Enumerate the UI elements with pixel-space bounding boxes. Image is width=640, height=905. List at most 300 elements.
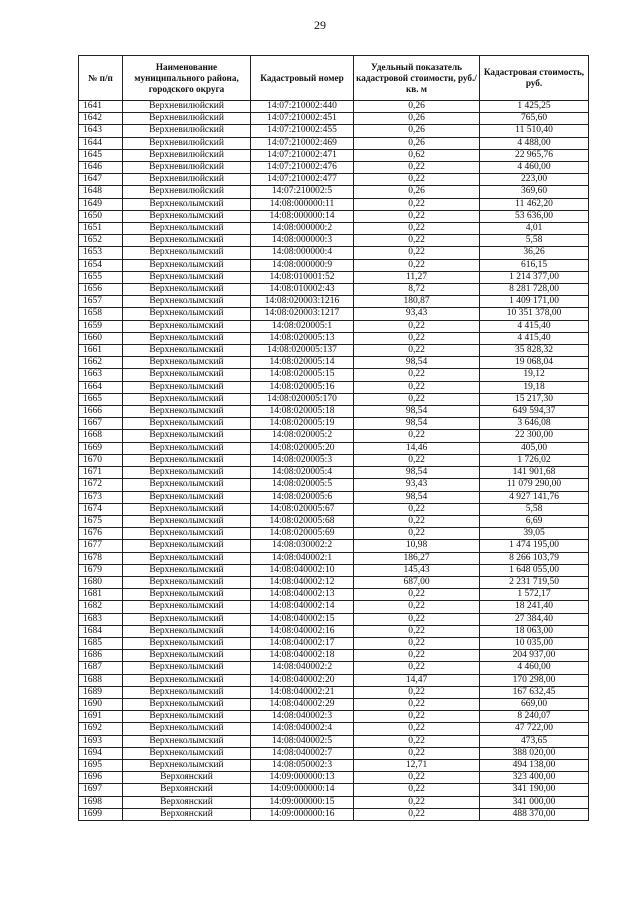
row-cadastral-number: 14:09:000000:15 bbox=[251, 796, 354, 808]
row-unit-indicator: 180,87 bbox=[354, 296, 480, 308]
row-cadastral-value: 1 726,02 bbox=[480, 454, 589, 466]
table-row bbox=[79, 515, 589, 527]
table-row bbox=[79, 784, 589, 796]
row-index: 1643 bbox=[79, 125, 123, 137]
table-row bbox=[79, 296, 589, 308]
table-row bbox=[79, 162, 589, 174]
row-cadastral-value: 3 646,08 bbox=[480, 418, 589, 430]
row-district: Верхнеколымский bbox=[123, 515, 251, 527]
row-cadastral-number: 14:08:010002:43 bbox=[251, 284, 354, 296]
cadastral-table bbox=[78, 55, 589, 821]
table-row bbox=[79, 589, 589, 601]
row-cadastral-value: 1 648 055,00 bbox=[480, 564, 589, 576]
table-row bbox=[79, 430, 589, 442]
row-cadastral-value: 39,05 bbox=[480, 528, 589, 540]
row-unit-indicator: 0,22 bbox=[354, 601, 480, 613]
row-index: 1685 bbox=[79, 637, 123, 649]
row-cadastral-number: 14:08:040002:17 bbox=[251, 637, 354, 649]
row-unit-indicator: 0,22 bbox=[354, 345, 480, 357]
row-district: Верхнеколымский bbox=[123, 284, 251, 296]
row-cadastral-number: 14:09:000000:16 bbox=[251, 808, 354, 820]
row-cadastral-number: 14:08:020003:1216 bbox=[251, 296, 354, 308]
row-unit-indicator: 0,26 bbox=[354, 113, 480, 125]
row-unit-indicator: 0,26 bbox=[354, 101, 480, 113]
row-district: Верхневилюйский bbox=[123, 149, 251, 161]
row-cadastral-number: 14:08:020005:170 bbox=[251, 393, 354, 405]
row-district: Верхнеколымский bbox=[123, 711, 251, 723]
table-row bbox=[79, 442, 589, 454]
row-cadastral-value: 4 927 141,76 bbox=[480, 491, 589, 503]
row-cadastral-number: 14:08:020005:20 bbox=[251, 442, 354, 454]
row-unit-indicator: 0,22 bbox=[354, 735, 480, 747]
row-cadastral-value: 4 488,00 bbox=[480, 137, 589, 149]
table-row bbox=[79, 381, 589, 393]
row-index: 1663 bbox=[79, 369, 123, 381]
row-cadastral-number: 14:08:020003:1217 bbox=[251, 308, 354, 320]
row-district: Верхнеколымский bbox=[123, 491, 251, 503]
row-cadastral-value: 18 063,00 bbox=[480, 625, 589, 637]
row-cadastral-number: 14:07:210002:471 bbox=[251, 149, 354, 161]
row-index: 1687 bbox=[79, 662, 123, 674]
row-cadastral-value: 47 722,00 bbox=[480, 723, 589, 735]
row-district: Верхнеколымский bbox=[123, 564, 251, 576]
row-district: Верхнеколымский bbox=[123, 637, 251, 649]
row-unit-indicator: 8,72 bbox=[354, 284, 480, 296]
row-unit-indicator: 98,54 bbox=[354, 406, 480, 418]
row-cadastral-value: 11 462,20 bbox=[480, 198, 589, 210]
row-index: 1695 bbox=[79, 759, 123, 771]
row-index: 1665 bbox=[79, 393, 123, 405]
row-cadastral-value: 204 937,00 bbox=[480, 650, 589, 662]
row-cadastral-number: 14:08:040002:21 bbox=[251, 686, 354, 698]
row-cadastral-value: 4 415,40 bbox=[480, 320, 589, 332]
row-district: Верхнеколымский bbox=[123, 552, 251, 564]
row-cadastral-value: 53 636,00 bbox=[480, 210, 589, 222]
row-district: Верхнеколымский bbox=[123, 601, 251, 613]
row-cadastral-value: 4 460,00 bbox=[480, 162, 589, 174]
row-district: Верхнеколымский bbox=[123, 271, 251, 283]
row-district: Верхнеколымский bbox=[123, 235, 251, 247]
table-row bbox=[79, 235, 589, 247]
header-cadastral-value: Кадастровая стоимость, руб. bbox=[480, 56, 589, 101]
row-cadastral-number: 14:08:040002:13 bbox=[251, 589, 354, 601]
row-unit-indicator: 14,47 bbox=[354, 674, 480, 686]
row-cadastral-number: 14:08:020005:4 bbox=[251, 467, 354, 479]
row-index: 1691 bbox=[79, 711, 123, 723]
row-cadastral-number: 14:07:210002:440 bbox=[251, 101, 354, 113]
row-district: Верхоянский bbox=[123, 784, 251, 796]
table-row bbox=[79, 491, 589, 503]
row-unit-indicator: 687,00 bbox=[354, 576, 480, 588]
row-cadastral-value: 6,69 bbox=[480, 515, 589, 527]
row-cadastral-value: 341 190,00 bbox=[480, 784, 589, 796]
row-index: 1651 bbox=[79, 223, 123, 235]
row-unit-indicator: 0,22 bbox=[354, 223, 480, 235]
row-index: 1664 bbox=[79, 381, 123, 393]
row-cadastral-number: 14:08:040002:1 bbox=[251, 552, 354, 564]
row-district: Верхнеколымский bbox=[123, 442, 251, 454]
row-district: Верхневилюйский bbox=[123, 101, 251, 113]
row-index: 1681 bbox=[79, 589, 123, 601]
row-district: Верхнеколымский bbox=[123, 345, 251, 357]
row-cadastral-number: 14:08:040002:7 bbox=[251, 747, 354, 759]
row-index: 1693 bbox=[79, 735, 123, 747]
row-district: Верхнеколымский bbox=[123, 528, 251, 540]
row-cadastral-number: 14:08:040002:5 bbox=[251, 735, 354, 747]
row-unit-indicator: 0,22 bbox=[354, 332, 480, 344]
row-district: Верхнеколымский bbox=[123, 467, 251, 479]
row-cadastral-value: 19 068,04 bbox=[480, 357, 589, 369]
row-index: 1650 bbox=[79, 210, 123, 222]
row-cadastral-value: 1 409 171,00 bbox=[480, 296, 589, 308]
row-cadastral-value: 765,60 bbox=[480, 113, 589, 125]
table-row bbox=[79, 698, 589, 710]
row-district: Верхнеколымский bbox=[123, 454, 251, 466]
row-district: Верхнеколымский bbox=[123, 650, 251, 662]
row-index: 1657 bbox=[79, 296, 123, 308]
table-row bbox=[79, 125, 589, 137]
row-cadastral-value: 369,60 bbox=[480, 186, 589, 198]
row-district: Верхневилюйский bbox=[123, 186, 251, 198]
row-cadastral-number: 14:08:000000:11 bbox=[251, 198, 354, 210]
row-cadastral-value: 4 460,00 bbox=[480, 662, 589, 674]
row-index: 1689 bbox=[79, 686, 123, 698]
table-row bbox=[79, 650, 589, 662]
table-row bbox=[79, 174, 589, 186]
row-cadastral-value: 1 214 377,00 bbox=[480, 271, 589, 283]
row-cadastral-number: 14:08:020005:2 bbox=[251, 430, 354, 442]
row-cadastral-number: 14:08:040002:18 bbox=[251, 650, 354, 662]
page-number: 29 bbox=[314, 18, 326, 32]
row-cadastral-value: 494 138,00 bbox=[480, 759, 589, 771]
row-unit-indicator: 0,22 bbox=[354, 686, 480, 698]
row-district: Верхнеколымский bbox=[123, 747, 251, 759]
row-cadastral-number: 14:08:020005:68 bbox=[251, 515, 354, 527]
table-row bbox=[79, 259, 589, 271]
table-row bbox=[79, 149, 589, 161]
row-cadastral-number: 14:08:020005:15 bbox=[251, 369, 354, 381]
row-unit-indicator: 0,22 bbox=[354, 723, 480, 735]
row-index: 1697 bbox=[79, 784, 123, 796]
table-row bbox=[79, 454, 589, 466]
table-row bbox=[79, 637, 589, 649]
row-index: 1674 bbox=[79, 503, 123, 515]
row-unit-indicator: 0,22 bbox=[354, 613, 480, 625]
row-district: Верхнеколымский bbox=[123, 674, 251, 686]
row-cadastral-number: 14:08:020005:6 bbox=[251, 491, 354, 503]
row-index: 1690 bbox=[79, 698, 123, 710]
row-district: Верхнеколымский bbox=[123, 406, 251, 418]
row-district: Верхнеколымский bbox=[123, 296, 251, 308]
row-unit-indicator: 0,22 bbox=[354, 381, 480, 393]
row-index: 1662 bbox=[79, 357, 123, 369]
table-row bbox=[79, 271, 589, 283]
row-index: 1649 bbox=[79, 198, 123, 210]
row-cadastral-number: 14:08:020005:16 bbox=[251, 381, 354, 393]
row-unit-indicator: 0,22 bbox=[354, 662, 480, 674]
row-index: 1659 bbox=[79, 320, 123, 332]
row-unit-indicator: 0,22 bbox=[354, 589, 480, 601]
row-index: 1652 bbox=[79, 235, 123, 247]
table-row bbox=[79, 332, 589, 344]
row-cadastral-number: 14:08:040002:29 bbox=[251, 698, 354, 710]
row-cadastral-number: 14:08:000000:3 bbox=[251, 235, 354, 247]
row-cadastral-value: 22 965,76 bbox=[480, 149, 589, 161]
row-index: 1696 bbox=[79, 772, 123, 784]
table-header-row bbox=[79, 56, 589, 101]
row-district: Верхнеколымский bbox=[123, 625, 251, 637]
row-district: Верхнеколымский bbox=[123, 369, 251, 381]
row-cadastral-number: 14:08:020005:19 bbox=[251, 418, 354, 430]
row-district: Верхневилюйский bbox=[123, 113, 251, 125]
row-index: 1645 bbox=[79, 149, 123, 161]
row-cadastral-value: 167 632,45 bbox=[480, 686, 589, 698]
row-index: 1670 bbox=[79, 454, 123, 466]
row-cadastral-value: 22 300,00 bbox=[480, 430, 589, 442]
table-row bbox=[79, 772, 589, 784]
row-district: Верхнеколымский bbox=[123, 698, 251, 710]
table-row bbox=[79, 528, 589, 540]
row-index: 1658 bbox=[79, 308, 123, 320]
row-index: 1655 bbox=[79, 271, 123, 283]
row-district: Верхневилюйский bbox=[123, 137, 251, 149]
row-district: Верхнеколымский bbox=[123, 210, 251, 222]
row-cadastral-number: 14:08:040002:14 bbox=[251, 601, 354, 613]
row-unit-indicator: 11,27 bbox=[354, 271, 480, 283]
table-row bbox=[79, 345, 589, 357]
row-district: Верхнеколымский bbox=[123, 198, 251, 210]
row-unit-indicator: 0,62 bbox=[354, 149, 480, 161]
row-district: Верхнеколымский bbox=[123, 308, 251, 320]
row-index: 1642 bbox=[79, 113, 123, 125]
row-cadastral-value: 11 079 290,00 bbox=[480, 479, 589, 491]
table-row bbox=[79, 467, 589, 479]
row-district: Верхнеколымский bbox=[123, 320, 251, 332]
header-district: Наименование муниципального района, городского округа bbox=[123, 56, 251, 101]
table-row bbox=[79, 137, 589, 149]
table-row bbox=[79, 479, 589, 491]
table-row bbox=[79, 759, 589, 771]
row-district: Верхоянский bbox=[123, 808, 251, 820]
row-cadastral-value: 488 370,00 bbox=[480, 808, 589, 820]
table-row bbox=[79, 198, 589, 210]
row-cadastral-number: 14:07:210002:469 bbox=[251, 137, 354, 149]
table-body bbox=[79, 101, 589, 821]
row-district: Верхнеколымский bbox=[123, 576, 251, 588]
table-row bbox=[79, 686, 589, 698]
row-unit-indicator: 98,54 bbox=[354, 418, 480, 430]
table-row bbox=[79, 711, 589, 723]
table-row bbox=[79, 406, 589, 418]
row-district: Верхоянский bbox=[123, 796, 251, 808]
row-unit-indicator: 0,22 bbox=[354, 174, 480, 186]
table-row bbox=[79, 223, 589, 235]
row-unit-indicator: 145,43 bbox=[354, 564, 480, 576]
table-row bbox=[79, 613, 589, 625]
row-cadastral-number: 14:09:000000:14 bbox=[251, 784, 354, 796]
row-unit-indicator: 14,46 bbox=[354, 442, 480, 454]
row-cadastral-number: 14:07:210002:476 bbox=[251, 162, 354, 174]
row-district: Верхнеколымский bbox=[123, 759, 251, 771]
row-unit-indicator: 93,43 bbox=[354, 479, 480, 491]
row-cadastral-value: 669,00 bbox=[480, 698, 589, 710]
row-district: Верхнеколымский bbox=[123, 393, 251, 405]
table-row bbox=[79, 210, 589, 222]
row-cadastral-number: 14:08:040002:12 bbox=[251, 576, 354, 588]
row-cadastral-number: 14:08:020005:67 bbox=[251, 503, 354, 515]
row-cadastral-value: 473,65 bbox=[480, 735, 589, 747]
row-cadastral-number: 14:07:210002:455 bbox=[251, 125, 354, 137]
row-index: 1675 bbox=[79, 515, 123, 527]
table-row bbox=[79, 735, 589, 747]
row-district: Верхнеколымский bbox=[123, 735, 251, 747]
row-unit-indicator: 0,22 bbox=[354, 637, 480, 649]
table-row bbox=[79, 564, 589, 576]
row-unit-indicator: 0,22 bbox=[354, 515, 480, 527]
row-district: Верхневилюйский bbox=[123, 162, 251, 174]
row-index: 1667 bbox=[79, 418, 123, 430]
row-cadastral-number: 14:08:040002:3 bbox=[251, 711, 354, 723]
row-unit-indicator: 0,22 bbox=[354, 528, 480, 540]
row-cadastral-number: 14:08:050002:3 bbox=[251, 759, 354, 771]
row-cadastral-value: 4 415,40 bbox=[480, 332, 589, 344]
row-district: Верхнеколымский bbox=[123, 247, 251, 259]
row-cadastral-number: 14:08:020005:14 bbox=[251, 357, 354, 369]
row-unit-indicator: 0,22 bbox=[354, 198, 480, 210]
row-index: 1654 bbox=[79, 259, 123, 271]
row-unit-indicator: 186,27 bbox=[354, 552, 480, 564]
row-index: 1647 bbox=[79, 174, 123, 186]
row-cadastral-value: 141 901,68 bbox=[480, 467, 589, 479]
row-index: 1666 bbox=[79, 406, 123, 418]
row-district: Верхнеколымский bbox=[123, 662, 251, 674]
row-cadastral-value: 341 000,00 bbox=[480, 796, 589, 808]
row-unit-indicator: 98,54 bbox=[354, 357, 480, 369]
row-district: Верхнеколымский bbox=[123, 686, 251, 698]
row-cadastral-number: 14:08:030002:2 bbox=[251, 540, 354, 552]
row-cadastral-value: 11 510,40 bbox=[480, 125, 589, 137]
table-row bbox=[79, 308, 589, 320]
row-cadastral-number: 14:08:020005:13 bbox=[251, 332, 354, 344]
row-index: 1692 bbox=[79, 723, 123, 735]
table-row bbox=[79, 113, 589, 125]
row-district: Верхоянский bbox=[123, 772, 251, 784]
row-cadastral-value: 5,58 bbox=[480, 503, 589, 515]
row-district: Верхнеколымский bbox=[123, 418, 251, 430]
row-index: 1678 bbox=[79, 552, 123, 564]
row-district: Верхнеколымский bbox=[123, 589, 251, 601]
row-index: 1641 bbox=[79, 101, 123, 113]
row-index: 1694 bbox=[79, 747, 123, 759]
row-cadastral-value: 405,00 bbox=[480, 442, 589, 454]
row-unit-indicator: 0,22 bbox=[354, 747, 480, 759]
row-unit-indicator: 0,22 bbox=[354, 796, 480, 808]
table-row bbox=[79, 101, 589, 113]
row-district: Верхнеколымский bbox=[123, 357, 251, 369]
row-cadastral-number: 14:09:000000:13 bbox=[251, 772, 354, 784]
row-index: 1661 bbox=[79, 345, 123, 357]
row-district: Верхнеколымский bbox=[123, 540, 251, 552]
row-cadastral-number: 14:08:040002:16 bbox=[251, 625, 354, 637]
row-cadastral-value: 18 241,40 bbox=[480, 601, 589, 613]
row-index: 1644 bbox=[79, 137, 123, 149]
row-unit-indicator: 0,22 bbox=[354, 430, 480, 442]
row-district: Верхневилюйский bbox=[123, 125, 251, 137]
row-cadastral-number: 14:08:040002:20 bbox=[251, 674, 354, 686]
table-row bbox=[79, 540, 589, 552]
row-district: Верхнеколымский bbox=[123, 332, 251, 344]
row-index: 1648 bbox=[79, 186, 123, 198]
row-unit-indicator: 0,22 bbox=[354, 454, 480, 466]
row-cadastral-value: 5,58 bbox=[480, 235, 589, 247]
row-district: Верхнеколымский bbox=[123, 430, 251, 442]
row-cadastral-number: 14:08:040002:10 bbox=[251, 564, 354, 576]
row-unit-indicator: 0,22 bbox=[354, 393, 480, 405]
row-cadastral-value: 4,01 bbox=[480, 223, 589, 235]
row-index: 1684 bbox=[79, 625, 123, 637]
table-row bbox=[79, 418, 589, 430]
row-unit-indicator: 0,22 bbox=[354, 210, 480, 222]
row-unit-indicator: 0,22 bbox=[354, 247, 480, 259]
row-unit-indicator: 0,22 bbox=[354, 235, 480, 247]
row-cadastral-number: 14:08:020005:5 bbox=[251, 479, 354, 491]
row-cadastral-value: 19,18 bbox=[480, 381, 589, 393]
row-cadastral-value: 10 035,00 bbox=[480, 637, 589, 649]
row-index: 1660 bbox=[79, 332, 123, 344]
row-unit-indicator: 98,54 bbox=[354, 467, 480, 479]
row-unit-indicator: 0,22 bbox=[354, 698, 480, 710]
row-index: 1699 bbox=[79, 808, 123, 820]
row-unit-indicator: 0,22 bbox=[354, 503, 480, 515]
row-index: 1669 bbox=[79, 442, 123, 454]
table-row bbox=[79, 186, 589, 198]
row-unit-indicator: 0,22 bbox=[354, 320, 480, 332]
row-unit-indicator: 10,98 bbox=[354, 540, 480, 552]
row-district: Верхневилюйский bbox=[123, 174, 251, 186]
row-cadastral-value: 1 474 195,00 bbox=[480, 540, 589, 552]
row-cadastral-number: 14:07:210002:477 bbox=[251, 174, 354, 186]
row-unit-indicator: 0,22 bbox=[354, 625, 480, 637]
row-district: Верхнеколымский bbox=[123, 723, 251, 735]
row-cadastral-number: 14:08:000000:4 bbox=[251, 247, 354, 259]
row-cadastral-value: 8 266 103,79 bbox=[480, 552, 589, 564]
row-cadastral-value: 8 281 728,00 bbox=[480, 284, 589, 296]
row-index: 1671 bbox=[79, 467, 123, 479]
table-row bbox=[79, 393, 589, 405]
table-row bbox=[79, 662, 589, 674]
row-unit-indicator: 0,26 bbox=[354, 125, 480, 137]
table-row bbox=[79, 796, 589, 808]
table-row bbox=[79, 369, 589, 381]
row-district: Верхнеколымский bbox=[123, 503, 251, 515]
row-cadastral-value: 223,00 bbox=[480, 174, 589, 186]
row-unit-indicator: 0,22 bbox=[354, 808, 480, 820]
row-cadastral-value: 170 298,00 bbox=[480, 674, 589, 686]
row-cadastral-number: 14:07:210002:5 bbox=[251, 186, 354, 198]
row-index: 1646 bbox=[79, 162, 123, 174]
table-row bbox=[79, 601, 589, 613]
row-district: Верхнеколымский bbox=[123, 381, 251, 393]
row-cadastral-number: 14:08:040002:2 bbox=[251, 662, 354, 674]
row-index: 1653 bbox=[79, 247, 123, 259]
row-index: 1688 bbox=[79, 674, 123, 686]
row-index: 1679 bbox=[79, 564, 123, 576]
row-index: 1656 bbox=[79, 284, 123, 296]
table-row bbox=[79, 674, 589, 686]
header-cadastral-number: Кадастровый номер bbox=[251, 56, 354, 101]
row-unit-indicator: 0,22 bbox=[354, 162, 480, 174]
row-unit-indicator: 0,22 bbox=[354, 711, 480, 723]
